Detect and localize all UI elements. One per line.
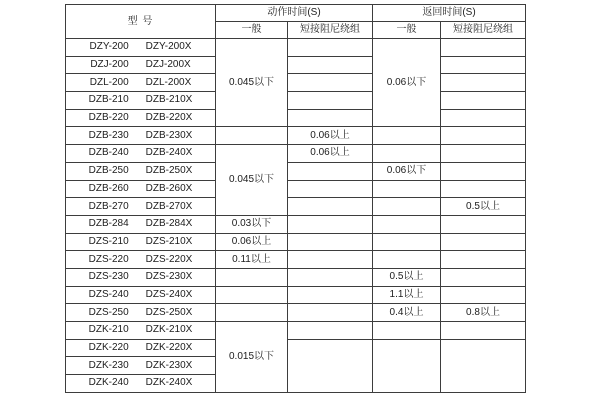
action-general-merged-cell: 0.015以下 — [216, 322, 288, 393]
model-code: DZS-250 — [88, 306, 129, 318]
return-damped-cell: 0.5以上 — [441, 198, 526, 216]
relay-timing-spec-table — [65, 4, 526, 393]
return-damped-cell — [441, 322, 526, 340]
return-general-cell: 0.4以上 — [373, 304, 441, 322]
action-damped-merged-cell — [288, 339, 373, 392]
table-row — [66, 162, 526, 180]
model-cell — [66, 39, 216, 57]
table-row — [66, 127, 526, 145]
return-general-cell: 0.06以下 — [373, 162, 441, 180]
model-code-x: DZS-240X — [145, 288, 193, 300]
table-row — [66, 198, 526, 216]
return-damped-merged-cell — [441, 339, 526, 392]
action-damped-cell — [288, 198, 373, 216]
return-damped-cell — [441, 109, 526, 127]
model-code-x: DZL-200X — [145, 76, 192, 88]
return-damped-cell — [441, 251, 526, 269]
return-damped-cell — [441, 74, 526, 92]
model-cell — [66, 74, 216, 92]
model-code-x: DZY-200X — [145, 41, 192, 53]
model-code-x: DZB-250X — [145, 165, 193, 177]
header-action-damped: 短接阻尼绕组 — [288, 22, 373, 39]
model-code: DZB-260 — [88, 182, 129, 194]
table-row — [66, 268, 526, 286]
action-damped-cell — [288, 286, 373, 304]
model-cell — [66, 357, 216, 375]
action-damped-cell — [288, 304, 373, 322]
action-damped-cell — [288, 39, 373, 57]
model-cell — [66, 268, 216, 286]
model-code: DZJ-200 — [90, 59, 129, 71]
action-general-cell: 0.06以上 — [216, 233, 288, 251]
model-cell — [66, 286, 216, 304]
model-code: DZK-240 — [88, 377, 129, 389]
table-row — [66, 304, 526, 322]
action-general-cell: 0.03以下 — [216, 215, 288, 233]
table-body — [66, 39, 526, 393]
table-row — [66, 74, 526, 92]
return-damped-cell — [441, 56, 526, 74]
model-code-x: DZB-220X — [145, 112, 193, 124]
model-code: DZB-230 — [88, 129, 129, 141]
model-cell — [66, 304, 216, 322]
return-damped-cell — [441, 268, 526, 286]
action-general-cell — [216, 304, 288, 322]
action-damped-cell — [288, 233, 373, 251]
action-damped-cell — [288, 322, 373, 340]
table-row — [66, 56, 526, 74]
table-row — [66, 39, 526, 57]
return-general-cell — [373, 127, 441, 145]
model-code: DZS-230 — [88, 271, 129, 283]
return-general-cell — [373, 322, 441, 340]
model-code-x: DZB-240X — [145, 147, 193, 159]
model-code: DZK-220 — [88, 342, 129, 354]
action-damped-cell: 0.06以上 — [288, 127, 373, 145]
table-row — [66, 286, 526, 304]
model-code: DZS-210 — [88, 235, 129, 247]
action-damped-cell — [288, 268, 373, 286]
action-damped-cell — [288, 251, 373, 269]
model-code-x: DZS-250X — [145, 306, 193, 318]
table-row — [66, 180, 526, 198]
return-general-cell: 0.5以上 — [373, 268, 441, 286]
return-general-cell — [373, 145, 441, 163]
return-damped-cell — [441, 39, 526, 57]
model-code: DZY-200 — [89, 41, 129, 53]
model-code-x: DZJ-200X — [145, 59, 191, 71]
table-row — [66, 109, 526, 127]
model-cell — [66, 233, 216, 251]
model-cell — [66, 322, 216, 340]
action-damped-cell — [288, 92, 373, 110]
model-code: DZK-230 — [88, 359, 129, 371]
model-code-x: DZK-240X — [145, 377, 193, 389]
action-general-cell — [216, 286, 288, 304]
model-cell — [66, 339, 216, 357]
table-row — [66, 215, 526, 233]
model-cell — [66, 92, 216, 110]
header-return-general: 一般 — [373, 22, 441, 39]
model-code: DZL-200 — [89, 76, 129, 88]
model-cell — [66, 375, 216, 393]
action-general-merged-cell: 0.045以下 — [216, 39, 288, 127]
action-general-merged-cell: 0.045以下 — [216, 145, 288, 216]
model-cell — [66, 162, 216, 180]
action-damped-cell: 0.06以上 — [288, 145, 373, 163]
return-general-merged-cell: 0.06以下 — [373, 39, 441, 127]
header-action-time-group: 动作时间(S) — [216, 5, 373, 22]
model-cell — [66, 180, 216, 198]
model-cell — [66, 198, 216, 216]
model-code-x: DZB-284X — [145, 218, 193, 230]
return-damped-cell — [441, 180, 526, 198]
model-cell — [66, 56, 216, 74]
return-general-merged-cell — [373, 339, 441, 392]
action-damped-cell — [288, 56, 373, 74]
model-code-x: DZB-270X — [145, 200, 193, 212]
table-row — [66, 92, 526, 110]
return-damped-cell: 0.8以上 — [441, 304, 526, 322]
model-code-x: DZS-210X — [145, 235, 193, 247]
model-code: DZB-210 — [88, 94, 129, 106]
return-damped-cell — [441, 127, 526, 145]
model-cell — [66, 109, 216, 127]
model-code: DZB-270 — [88, 200, 129, 212]
model-code-x: DZK-210X — [145, 324, 193, 336]
header-action-general: 一般 — [216, 22, 288, 39]
header-model: 型 号 — [66, 5, 216, 39]
model-code: DZB-250 — [88, 165, 129, 177]
return-damped-cell — [441, 286, 526, 304]
action-damped-cell — [288, 162, 373, 180]
return-general-cell — [373, 180, 441, 198]
return-general-cell — [373, 198, 441, 216]
model-code: DZB-284 — [88, 218, 129, 230]
return-damped-cell — [441, 233, 526, 251]
model-code-x: DZK-230X — [145, 359, 193, 371]
table-row — [66, 233, 526, 251]
table-row — [66, 145, 526, 163]
model-cell — [66, 145, 216, 163]
model-code: DZB-220 — [88, 112, 129, 124]
return-damped-cell — [441, 145, 526, 163]
return-general-cell — [373, 251, 441, 269]
action-general-cell — [216, 268, 288, 286]
model-code-x: DZS-220X — [145, 253, 193, 265]
table-row — [66, 339, 526, 357]
model-code-x: DZS-230X — [145, 271, 193, 283]
return-general-cell: 1.1以上 — [373, 286, 441, 304]
header-row-groups — [66, 5, 526, 22]
model-code-x: DZB-230X — [145, 129, 193, 141]
return-general-cell — [373, 215, 441, 233]
return-damped-cell — [441, 215, 526, 233]
table-header — [66, 5, 526, 39]
action-general-cell: 0.11以上 — [216, 251, 288, 269]
return-damped-cell — [441, 92, 526, 110]
model-code: DZB-240 — [88, 147, 129, 159]
model-code: DZS-240 — [88, 288, 129, 300]
action-damped-cell — [288, 109, 373, 127]
model-cell — [66, 127, 216, 145]
model-code: DZS-220 — [88, 253, 129, 265]
table-row — [66, 251, 526, 269]
action-damped-cell — [288, 215, 373, 233]
model-cell — [66, 215, 216, 233]
header-return-damped: 短接阻尼绕组 — [441, 22, 526, 39]
model-code-x: DZB-210X — [145, 94, 193, 106]
return-damped-cell — [441, 162, 526, 180]
header-return-time-group: 返回时间(S) — [373, 5, 526, 22]
action-damped-cell — [288, 74, 373, 92]
action-general-cell — [216, 127, 288, 145]
model-code-x: DZB-260X — [145, 182, 193, 194]
table-row — [66, 322, 526, 340]
model-cell — [66, 251, 216, 269]
return-general-cell — [373, 233, 441, 251]
model-code-x: DZK-220X — [145, 342, 193, 354]
model-code: DZK-210 — [88, 324, 129, 336]
action-damped-cell — [288, 180, 373, 198]
